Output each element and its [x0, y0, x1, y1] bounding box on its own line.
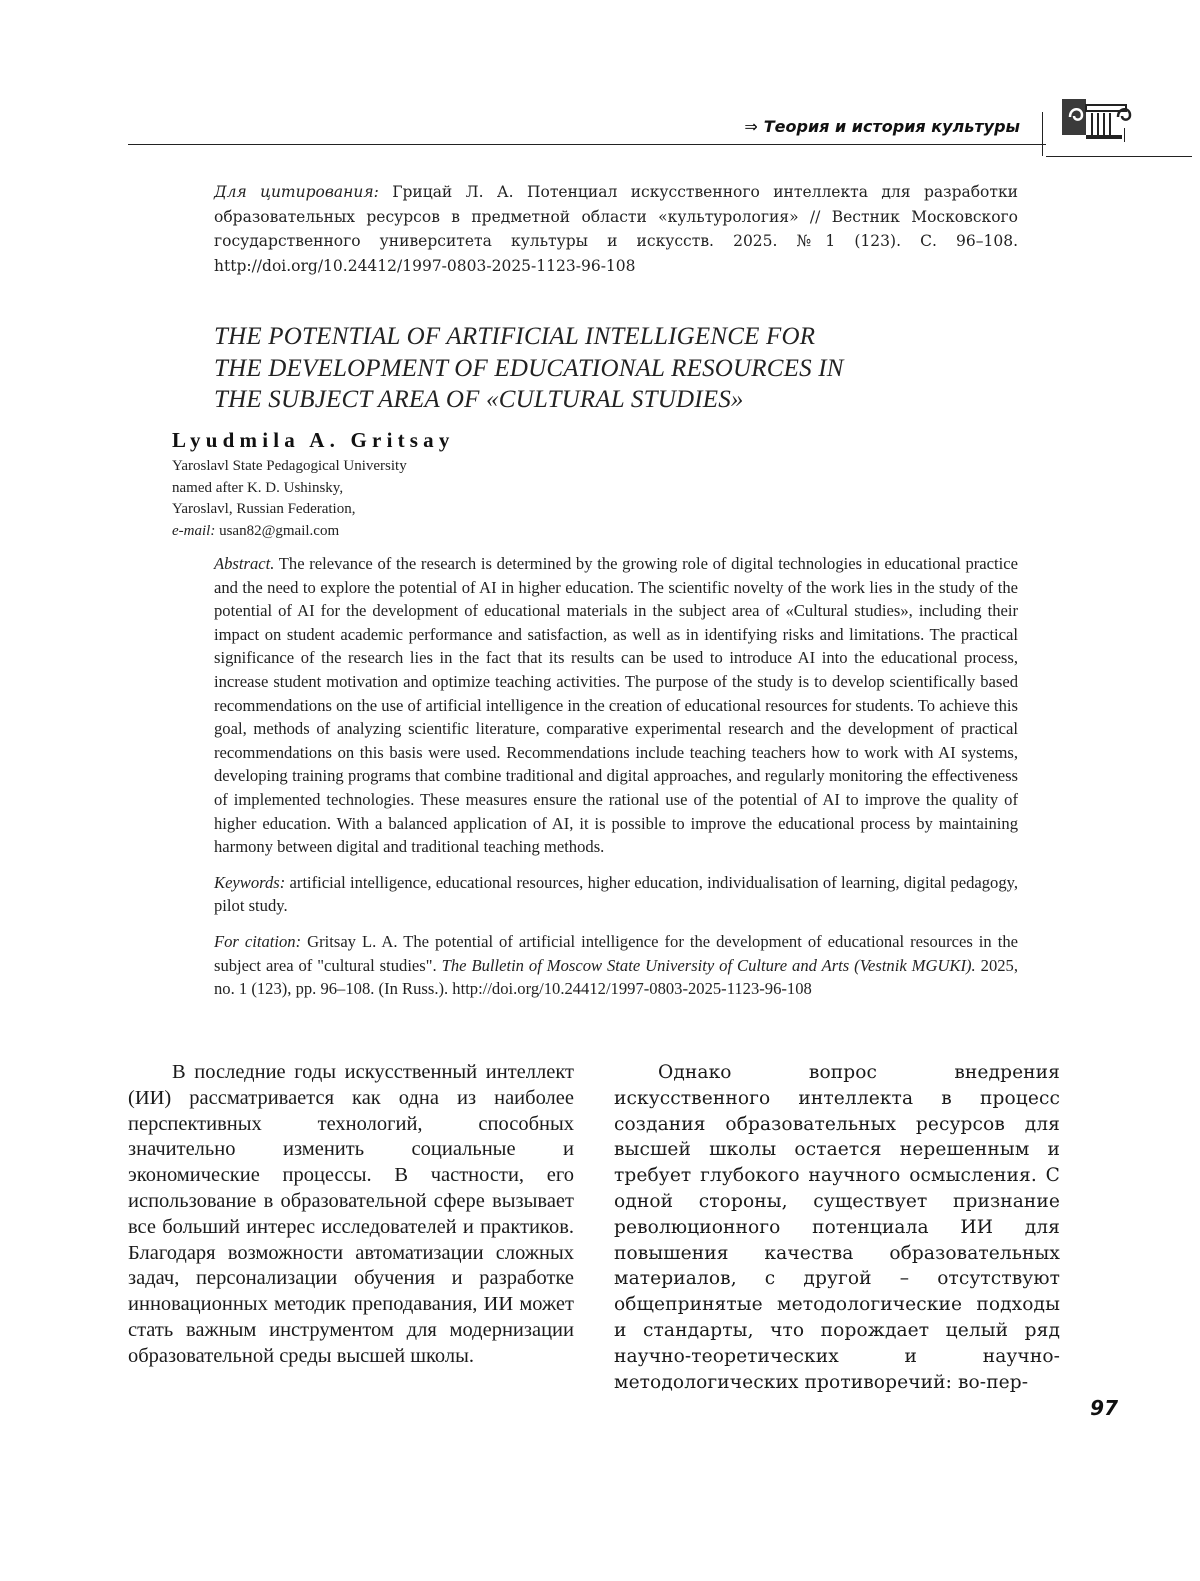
- author-name: Lyudmila A. Gritsay: [172, 428, 455, 452]
- affiliation-line: Yaroslavl, Russian Federation,: [172, 501, 356, 517]
- page-number: 97: [1090, 1396, 1118, 1420]
- keywords-text: artificial intelligence, educational resources, higher education, individualisation of learning, digital pedagogy, pilot study.: [214, 872, 1018, 916]
- running-header: [744, 117, 1020, 136]
- citation-russian-text: Грицай Л. А. Потенциал искусственного интеллекта для разработки образовательных ресурсов в предметной области «культурология» // Вестник Московского государственного университета культуры и искусств. 2025. №1 (123). С. 96–108. http://doi.org/10.24412/1997-0803-2025-1123-96-108: [214, 183, 1018, 275]
- body-paragraph: Однако вопрос внедрения искусственного интеллекта в процесс создания образовательных ресурсов для высшей школы остается нерешенным и требует глубокого научного осмысления. С одной стороны, существует признание революционного потенциала ИИ для повышения качества образовательных материалов, с другой – отсутствуют общепринятые методологические подходы и стандарты, что порождает целый ряд научно-теоретических и научно-методологических противоречий: во-пер-: [614, 1062, 1060, 1393]
- abstract: [214, 552, 1018, 859]
- author-affiliation: [172, 456, 572, 542]
- citation-russian: [214, 180, 1018, 278]
- citation-russian-label: Для цитирования:: [214, 183, 379, 201]
- email-address: usan82@gmail.com: [215, 522, 340, 539]
- affiliation-line: named after K. D. Ushinsky,: [172, 479, 344, 496]
- abstract-section: [214, 552, 1018, 1001]
- abstract-text: The relevance of the research is determined by the growing role of digital technologies in educational practice and the need to explore the potential of AI in higher education. The scientific novelty of the work lies in the study of the potential of AI for the development of educational materials in the subject area of «Cultural studies», including their impact on student academic performance and satisfaction, as well as in identifying risks and limitations. The practical significance of the research lies in the fact that its results can be used to introduce AI into the educational process, increase student motivation and optimize teaching activities. The purpose of the study is to develop scientifically based recommendations on the use of artificial intelligence in the creation of educational resources for students. To achieve this goal, methods of analyzing scientific literature, comparative experimental research and the development of practical recommendations on this basis were used. Recommendations include teaching teachers how to work with AI systems, developing training programs that combine traditional and digital approaches, and regularly monitoring the effectiveness of implemented technologies. These measures ensure the rational use of the potential of AI to improve the quality of higher education. With a balanced application of AI, it is possible to improve the educational process by maintaining harmony between digital and traditional teaching methods.: [214, 554, 1018, 857]
- article-title: [214, 321, 1014, 416]
- body-column-right: [614, 1060, 1060, 1395]
- journal-name: The Bulletin of Moscow State University of Culture and Arts (Vestnik MGUKI).: [441, 955, 976, 975]
- header-rule-right: [1046, 156, 1192, 157]
- citation-english: [214, 930, 1018, 1001]
- email-line: [172, 521, 572, 543]
- title-line: THE DEVELOPMENT OF EDUCATIONAL RESOURCES IN: [214, 354, 844, 382]
- email-label: e-mail:: [172, 522, 216, 539]
- citation-english-text: Gritsay L. A. The potential of artificial intelligence for the development of educational resources in the subject area of "cultural studies".: [214, 931, 1018, 975]
- citation-english-label: For citation:: [214, 931, 302, 951]
- keywords-label: Keywords:: [214, 872, 286, 892]
- header-divider: [1042, 112, 1043, 156]
- body-paragraph: В последние годы искусственный интеллект (ИИ) рассматривается как одна из наиболее перспективных технологий, способных значительно изменить социальные и экономические процессы. В частности, его использование в образовательной сфере вызывает все больший интерес исследователей и практиков. Благодаря возможности автоматизации сложных задач, персонализации обучения и разработке инновационных методик преподавания, ИИ может стать важным инструментом для модернизации образовательной среды высшей школы.: [128, 1061, 574, 1367]
- body-column-left: [128, 1060, 574, 1370]
- citation-english-tail: 2025, no. 1 (123), pp. 96–108. (In Russ.). http://doi.org/10.24412/1997-0803-2025-1123-96-108: [214, 955, 1018, 999]
- section-name: Теория и история культуры: [763, 117, 1020, 136]
- arrow-icon: ⇒: [744, 117, 758, 136]
- title-line: THE SUBJECT AREA OF «CULTURAL STUDIES»: [214, 386, 744, 413]
- abstract-label: Abstract.: [214, 554, 275, 573]
- title-line: THE POTENTIAL OF ARTIFICIAL INTELLIGENCE FOR: [214, 323, 816, 350]
- column-capital-logo: [1060, 95, 1132, 143]
- header-rule: [128, 144, 1046, 145]
- keywords: [214, 871, 1018, 918]
- affiliation-line: Yaroslavl State Pedagogical University: [172, 458, 407, 474]
